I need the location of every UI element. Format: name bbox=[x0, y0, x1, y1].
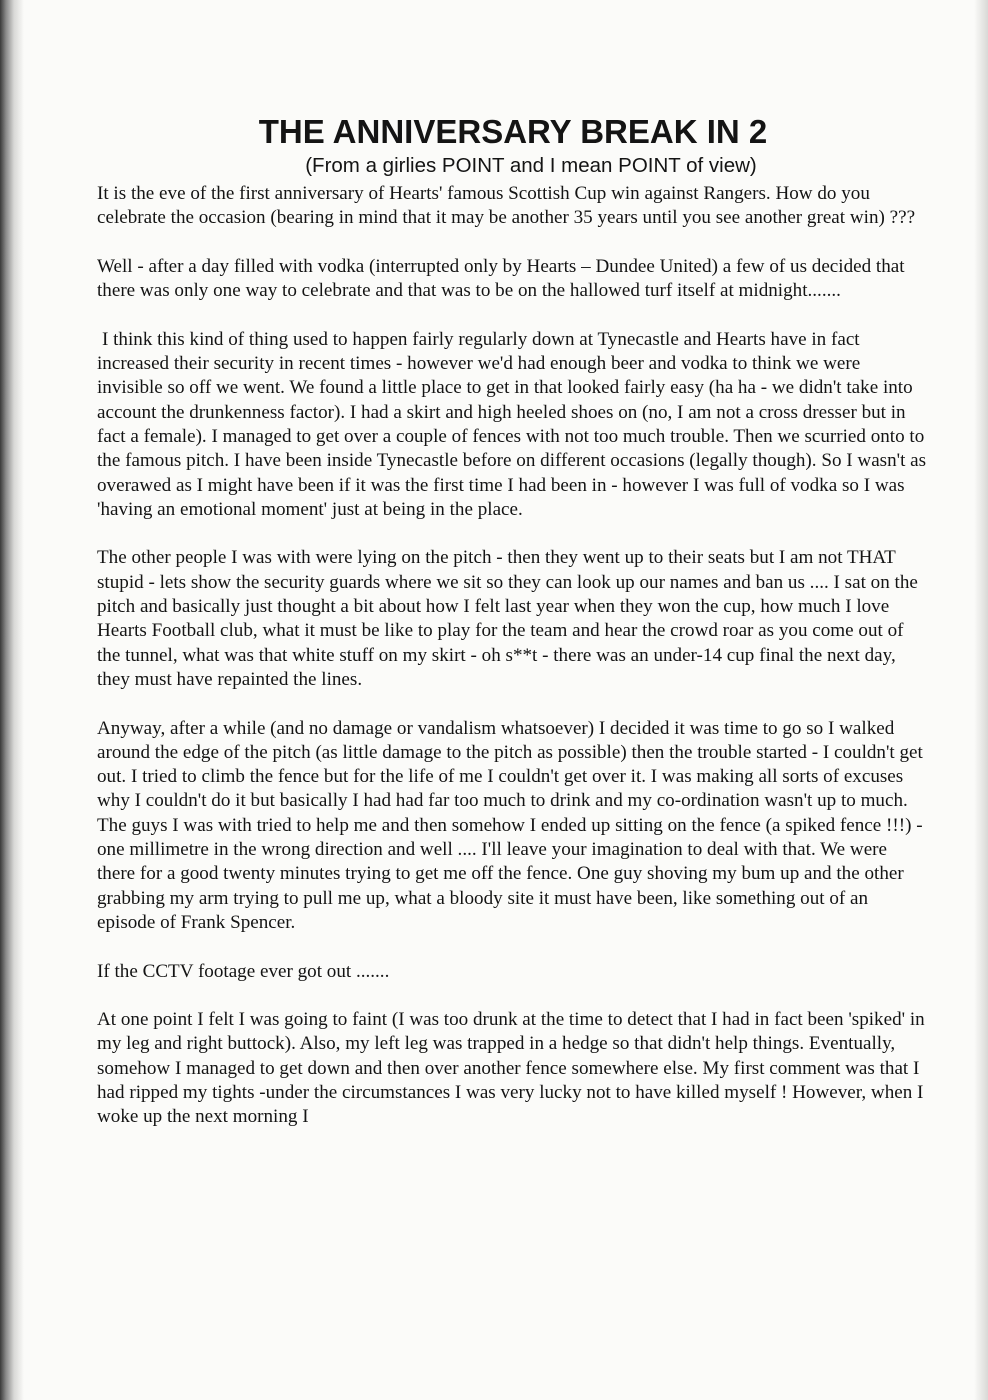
paragraph-fence: Anyway, after a while (and no damage or vandalism whatsoever) I decided it was time to go so I walked around the edge of the pitch (as little damage to the pitch as possible) then the trouble started - I couldn't get out. I tried to climb the fence but for the life of me I couldn't get over it. I was making all sorts of excuses why I couldn't do it but basically I had had far too much to drink and my co-ordination wasn't up to much. The guys I was with tried to help me and then somehow I ended up sitting on the fence (a spiked fence !!!) - one millimetre in the wrong direction and well .... I'll leave your imagination to deal with that. We were there for a good twenty minutes trying to get me off the fence. One guy shoving my bum up and the other grabbing my arm trying to pull me up, what a bloody site it must have been, like something out of an episode of Frank Spencer. bbox=[97, 717, 923, 933]
paragraph-vodka: Well - after a day filled with vodka (interrupted only by Hearts – Dundee United) a few of us decided that there was only one way to celebrate and that was to be on the hallowed turf itself at midnight....... bbox=[97, 255, 905, 302]
paragraph-pitch: The other people I was with were lying on the pitch - then they went up to their seats but I am not THAT stupid - lets show the security guards where we sit so they can look up our names and ban us .... I sat on the pitch and basically just thought a bit about how I felt last year when they won the cup, how much I love Hearts Football club, what it must be like to play for the team and hear the crowd roar as you come out of the tunnel, what was that white stuff on my skirt - oh s**t - there was an under-14 cup final the next day, they must have repainted the lines. bbox=[97, 547, 918, 690]
article bbox=[97, 112, 929, 1130]
paragraph-faint: At one point I felt I was going to faint (I was too drunk at the time to detect that I had in fact been 'spiked' in my leg and right buttock). Also, my left leg was trapped in a hedge so that didn't help things. Eventually, somehow I managed to get down and then over another fence somewhere else. My first comment was that I had ripped my tights -under the circumstances I was very lucky not to have killed myself ! However, when I woke up the next morning I bbox=[97, 1009, 925, 1128]
paragraph-security: I think this kind of thing used to happen fairly regularly down at Tynecastle and Hearts have in fact increased their security in recent times - however we'd had enough beer and vodka to think we were invisible so off we went. We found a little place to get in that looked fairly easy (ha ha - we didn't take into account the drunkenness factor). I had a skirt and high heeled shoes on (no, I am not a cross dresser but in fact a female). I managed to get over a couple of fences with not too much trouble. Then we scurried onto to the famous pitch. I have been inside Tynecastle before on different occasions (legally though). So I wasn't as overawed as I might have been if it was the first time I had been in - however I was full of vodka so I was 'having an emotional moment' just at being in the place. bbox=[97, 328, 927, 520]
page-binding-edge bbox=[0, 0, 24, 1400]
paragraph-cctv: If the CCTV footage ever got out ....... bbox=[97, 960, 390, 982]
paragraph-intro: It is the eve of the first anniversary of Hearts' famous Scottish Cup win against Rangers. How do you celebrate the occasion (bearing in mind that it may be another 35 years until you see another great win) ??? bbox=[97, 183, 916, 229]
page-right-edge bbox=[974, 0, 988, 1400]
article-title: THE ANNIVERSARY BREAK IN 2 bbox=[258, 113, 768, 150]
article-subtitle: (From a girlies POINT and I mean POINT of view) bbox=[305, 154, 757, 177]
article-body bbox=[97, 182, 929, 1130]
